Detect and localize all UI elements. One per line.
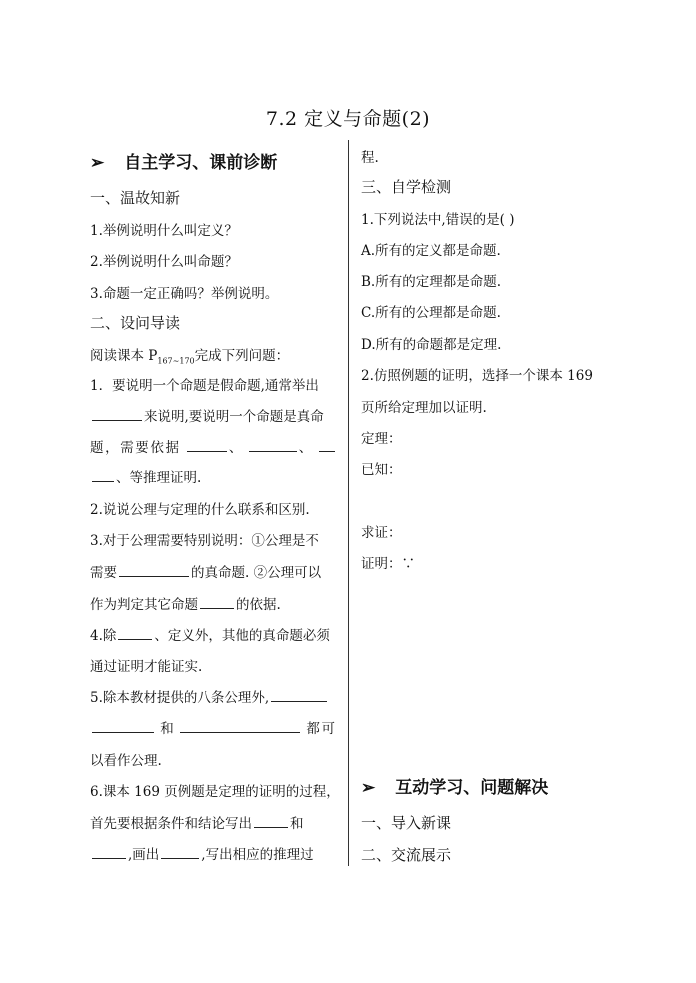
fill-blank[interactable] xyxy=(92,419,142,421)
item3-line3-b: 的依据. xyxy=(236,597,281,613)
item1-line1: 1．要说明一个命题是假命题,通常举出 xyxy=(90,378,319,394)
item6-line3-a: ,画出 xyxy=(128,847,160,863)
fill-blank[interactable] xyxy=(187,450,227,452)
question-2: 2.举例说明什么叫命题？ xyxy=(90,254,238,270)
item3-line2 xyxy=(90,561,321,581)
separator: 、 xyxy=(298,440,313,456)
theorem-label: 定理： xyxy=(361,431,402,447)
column-divider xyxy=(348,140,349,866)
fill-blank[interactable] xyxy=(118,638,152,640)
item4-line1-a: 4.除 xyxy=(90,628,117,644)
page-title: 7.2 定义与命题(2) xyxy=(265,108,431,130)
item6-line2 xyxy=(90,812,304,832)
fill-blank[interactable] xyxy=(254,826,288,828)
item4-line2: 通过证明才能证实. xyxy=(90,659,203,675)
option-c: C.所有的公理都是命题. xyxy=(361,305,501,321)
item6-line2-a: 首先要根据条件和结论写出 xyxy=(90,816,252,832)
item5-line3: 以看作公理. xyxy=(90,753,162,769)
prove-label: 求证： xyxy=(361,525,402,541)
item1-line2 xyxy=(90,405,324,425)
item6-line3-b: ,写出相应的推理过 xyxy=(201,847,314,863)
item5-line2 xyxy=(90,717,337,737)
intro-heading: 一、导入新课 xyxy=(361,814,452,832)
item3-line1: 3.对于公理需要特别说明：①公理是不 xyxy=(90,533,319,549)
question-3: 3.命题一定正确吗？举例说明。 xyxy=(90,286,279,302)
arrow-bullet-icon: ➢ xyxy=(361,778,376,798)
reading-pages: 167~170 xyxy=(157,356,195,366)
section-heading-interactive xyxy=(361,773,548,798)
fill-blank[interactable] xyxy=(92,857,126,859)
fill-blank[interactable] xyxy=(319,450,335,452)
continuation-text: 程. xyxy=(361,150,379,166)
item3-line2-b: 的真命题. ②公理可以 xyxy=(191,565,322,581)
item3-line3-a: 作为判定其它命题 xyxy=(90,597,198,613)
option-b: B.所有的定理都是命题. xyxy=(361,274,502,290)
item4-line1 xyxy=(90,624,330,644)
fill-blank[interactable] xyxy=(180,731,300,733)
exchange-heading: 二、交流展示 xyxy=(361,846,452,864)
section-heading-text: 自主学习、课前诊断 xyxy=(124,153,278,173)
fill-blank[interactable] xyxy=(271,700,327,702)
given-label: 已知： xyxy=(361,462,402,478)
item4-line1-b: 、定义外，其他的真命题必须 xyxy=(154,628,330,644)
reading-suffix: 完成下列问题： xyxy=(194,348,290,364)
option-a: A.所有的定义都是命题. xyxy=(361,243,501,259)
test-question-2-line2: 页所给定理加以证明. xyxy=(361,400,487,416)
fill-blank[interactable] xyxy=(249,450,297,452)
fill-blank[interactable] xyxy=(200,607,234,609)
item6-line1: 6.课本 169 页例题是定理的证明的过程， xyxy=(90,784,340,800)
item5-line2-b: 都可 xyxy=(306,721,337,737)
option-d: D.所有的命题都是定理. xyxy=(361,337,502,353)
fill-blank[interactable] xyxy=(92,480,114,482)
section-heading-self-study xyxy=(90,148,277,173)
item1-line2-text: 来说明,要说明一个命题是真命 xyxy=(144,409,324,425)
test-question-2-line1: 2.仿照例题的证明，选择一个课本 169 xyxy=(361,368,593,384)
reading-instruction xyxy=(90,344,289,366)
proof-label: 证明：∵ xyxy=(361,556,415,572)
reading-prefix: 阅读课本 P xyxy=(90,348,158,364)
part1-heading: 一、温故知新 xyxy=(90,189,181,207)
item1-line3 xyxy=(90,436,337,456)
fill-blank[interactable] xyxy=(92,731,154,733)
item6-line2-b: 和 xyxy=(290,816,304,832)
separator: 、 xyxy=(228,440,243,456)
fill-blank[interactable] xyxy=(119,575,189,577)
item5-line2-a: 和 xyxy=(160,721,174,737)
fill-blank[interactable] xyxy=(161,857,199,859)
item3-line3 xyxy=(90,593,281,613)
part3-heading: 三、自学检测 xyxy=(361,178,452,196)
item5-line1-text: 5.除本教材提供的八条公理外, xyxy=(90,690,270,706)
test-question-1: 1.下列说法中,错误的是( ) xyxy=(361,212,515,228)
item1-line4-text: 、等推理证明. xyxy=(116,470,202,486)
item1-line3-text: 题，需要依据 xyxy=(90,440,181,456)
item3-line2-a: 需要 xyxy=(90,565,117,581)
item6-line3 xyxy=(90,843,314,863)
item5-line1 xyxy=(90,686,329,706)
item2: 2.说说公理与定理的什么联系和区别. xyxy=(90,502,310,518)
item1-line4 xyxy=(90,466,201,486)
arrow-bullet-icon: ➢ xyxy=(90,153,105,173)
question-1: 1.举例说明什么叫定义？ xyxy=(90,223,238,239)
part2-heading: 二、设问导读 xyxy=(90,314,181,332)
section-heading-text: 互动学习、问题解决 xyxy=(395,778,549,798)
